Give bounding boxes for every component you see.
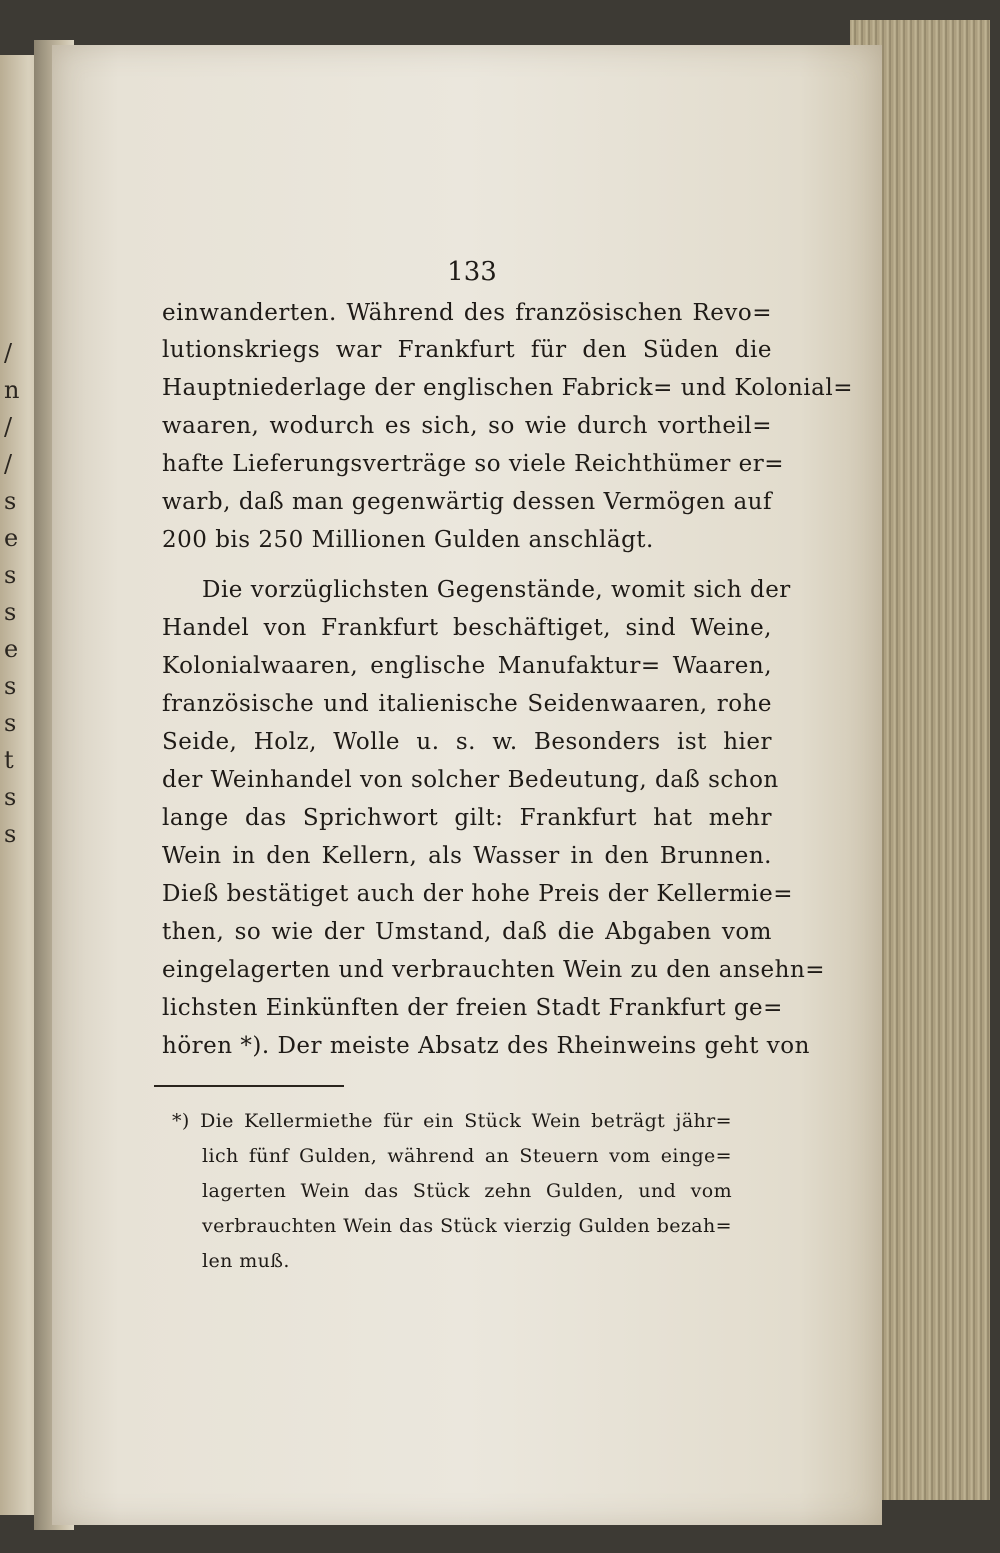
text-line: hafte Lieferungsverträge so viele Reichthümer er= bbox=[162, 451, 785, 477]
right-page bbox=[52, 45, 882, 1525]
fragment: e bbox=[4, 524, 19, 552]
fragment: n bbox=[4, 376, 20, 404]
text-line: lutionskriegs war Frankfurt für den Süden die bbox=[162, 337, 772, 363]
fragment: s bbox=[4, 709, 17, 737]
text-line: warb, daß man gegenwärtig dessen Vermögen auf bbox=[162, 489, 772, 515]
fragment: e bbox=[4, 635, 19, 663]
fragment: s bbox=[4, 487, 17, 515]
text-line: 200 bis 250 Millionen Gulden anschlägt. bbox=[162, 527, 654, 553]
text-line: hören *). Der meiste Absatz des Rheinweins geht von bbox=[162, 1033, 810, 1059]
fragment: / bbox=[4, 413, 13, 441]
text-line: französische und italienische Seidenwaaren, rohe bbox=[162, 691, 772, 717]
footnote-line: lich fünf Gulden, während an Steuern vom einge= bbox=[202, 1145, 732, 1167]
text-line: waaren, wodurch es sich, so wie durch vortheil= bbox=[162, 413, 772, 439]
text-line: eingelagerten und verbrauchten Wein zu den ansehn= bbox=[162, 957, 826, 983]
fragment: / bbox=[4, 450, 13, 478]
text-line: lichsten Einkünften der freien Stadt Frankfurt ge= bbox=[162, 995, 783, 1021]
footnote-line: lagerten Wein das Stück zehn Gulden, und vom bbox=[202, 1180, 732, 1202]
footnote-divider bbox=[154, 1085, 344, 1087]
fragment: s bbox=[4, 783, 17, 811]
text-line: Kolonialwaaren, englische Manufaktur= Waaren, bbox=[162, 653, 772, 679]
fragment: / bbox=[4, 339, 13, 367]
text-line: Dieß bestätiget auch der hohe Preis der Kellermie= bbox=[162, 881, 793, 907]
fragment: t bbox=[4, 746, 14, 774]
fragment: s bbox=[4, 820, 17, 848]
text-line: der Weinhandel von solcher Bedeutung, daß schon bbox=[162, 767, 779, 793]
fragment: s bbox=[4, 561, 17, 589]
fragment: s bbox=[4, 672, 17, 700]
footnote-line: verbrauchten Wein das Stück vierzig Gulden bezah= bbox=[202, 1215, 732, 1237]
footnote-line: len muß. bbox=[202, 1250, 290, 1272]
text-line: Wein in den Kellern, als Wasser in den Brunnen. bbox=[162, 843, 772, 869]
fragment: s bbox=[4, 598, 17, 626]
text-line: lange das Sprichwort gilt: Frankfurt hat mehr bbox=[162, 805, 772, 831]
page-number: 133 bbox=[447, 257, 497, 287]
text-line: Die vorzüglichsten Gegenstände, womit sich der bbox=[202, 577, 791, 603]
footnote-line: *) Die Kellermiethe für ein Stück Wein beträgt jähr= bbox=[172, 1110, 732, 1132]
text-line: then, so wie der Umstand, daß die Abgaben vom bbox=[162, 919, 772, 945]
text-line: Handel von Frankfurt beschäftiget, sind Weine, bbox=[162, 615, 772, 641]
text-line: Seide, Holz, Wolle u. s. w. Besonders ist hier bbox=[162, 729, 772, 755]
text-line: Hauptniederlage der englischen Fabrick= und Kolonial= bbox=[162, 375, 853, 401]
text-line: einwanderten. Während des französischen Revo= bbox=[162, 300, 772, 326]
